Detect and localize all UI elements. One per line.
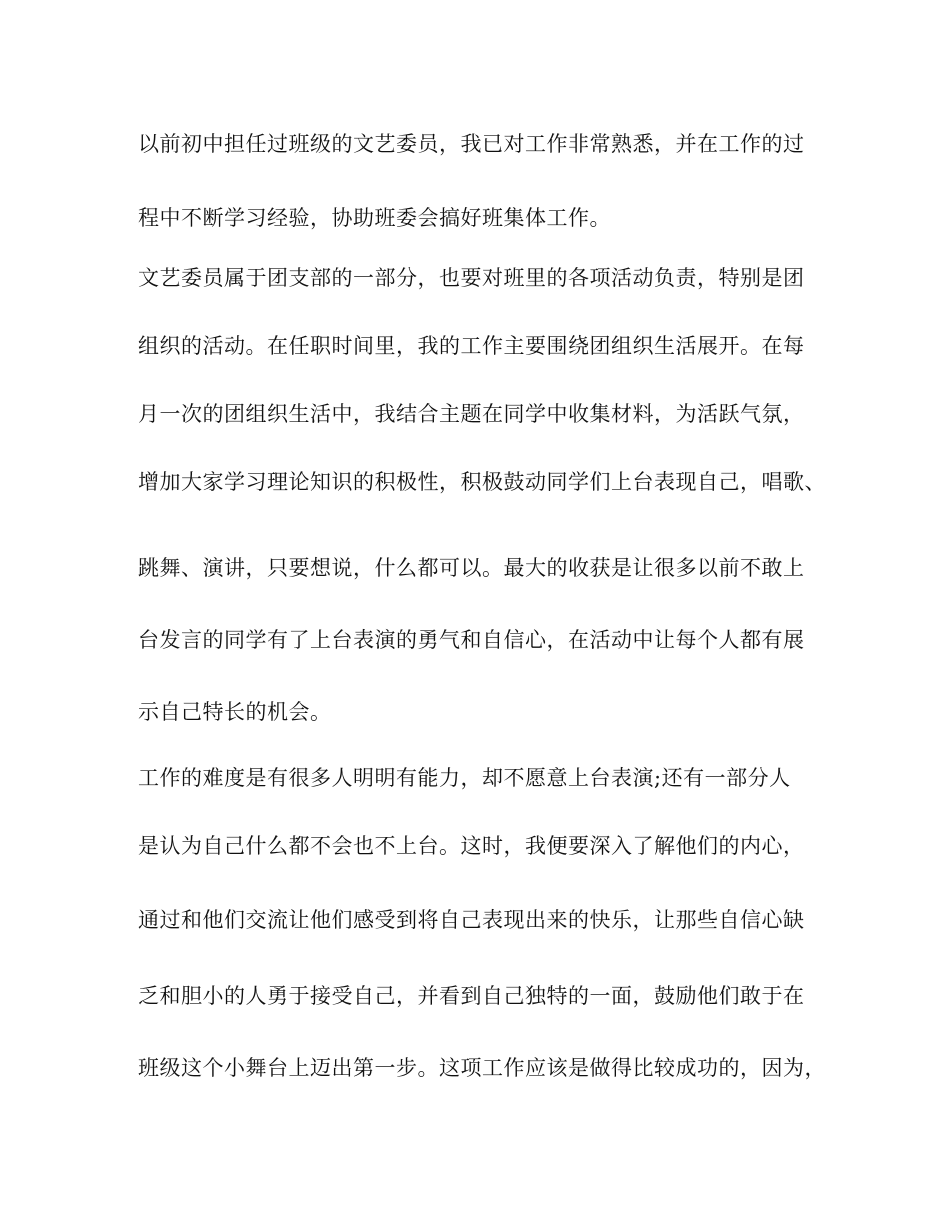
text-line: 组织的活动。在任职时间里，我的工作主要围绕团组织生活展开。在每 — [138, 334, 805, 358]
text-line: 以前初中担任过班级的文艺委员，我已对工作非常熟悉，并在工作的过 — [138, 132, 805, 156]
text-line: 班级这个小舞台上迈出第一步。这项工作应该是做得比较成功的，因为， — [138, 1056, 826, 1080]
text-line: 跳舞、演讲，只要想说，什么都可以。最大的收获是让很多以前不敢上 — [138, 556, 805, 580]
text-line: 台发言的同学有了上台表演的勇气和自信心，在活动中让每个人都有展 — [138, 628, 805, 652]
text-line: 是认为自己什么都不会也不上台。这时，我便要深入了解他们的内心， — [138, 834, 805, 858]
text-line: 通过和他们交流让他们感受到将自己表现出来的快乐，让那些自信心缺 — [138, 908, 805, 932]
text-line: 示自己特长的机会。 — [138, 700, 332, 724]
text-line: 增加大家学习理论知识的积极性，积极鼓动同学们上台表现自己，唱歌、 — [138, 470, 826, 494]
text-line: 工作的难度是有很多人明明有能力，却不愿意上台表演;还有一部分人 — [138, 766, 791, 790]
text-line: 程中不断学习经验，协助班委会搞好班集体工作。 — [138, 206, 611, 230]
text-line: 文艺委员属于团支部的一部分，也要对班里的各项活动负责，特别是团 — [138, 266, 805, 290]
text-line: 乏和胆小的人勇于接受自己，并看到自己独特的一面，鼓励他们敢于在 — [138, 984, 805, 1008]
text-line: 月一次的团组织生活中，我结合主题在同学中收集材料，为活跃气氛， — [138, 402, 805, 426]
